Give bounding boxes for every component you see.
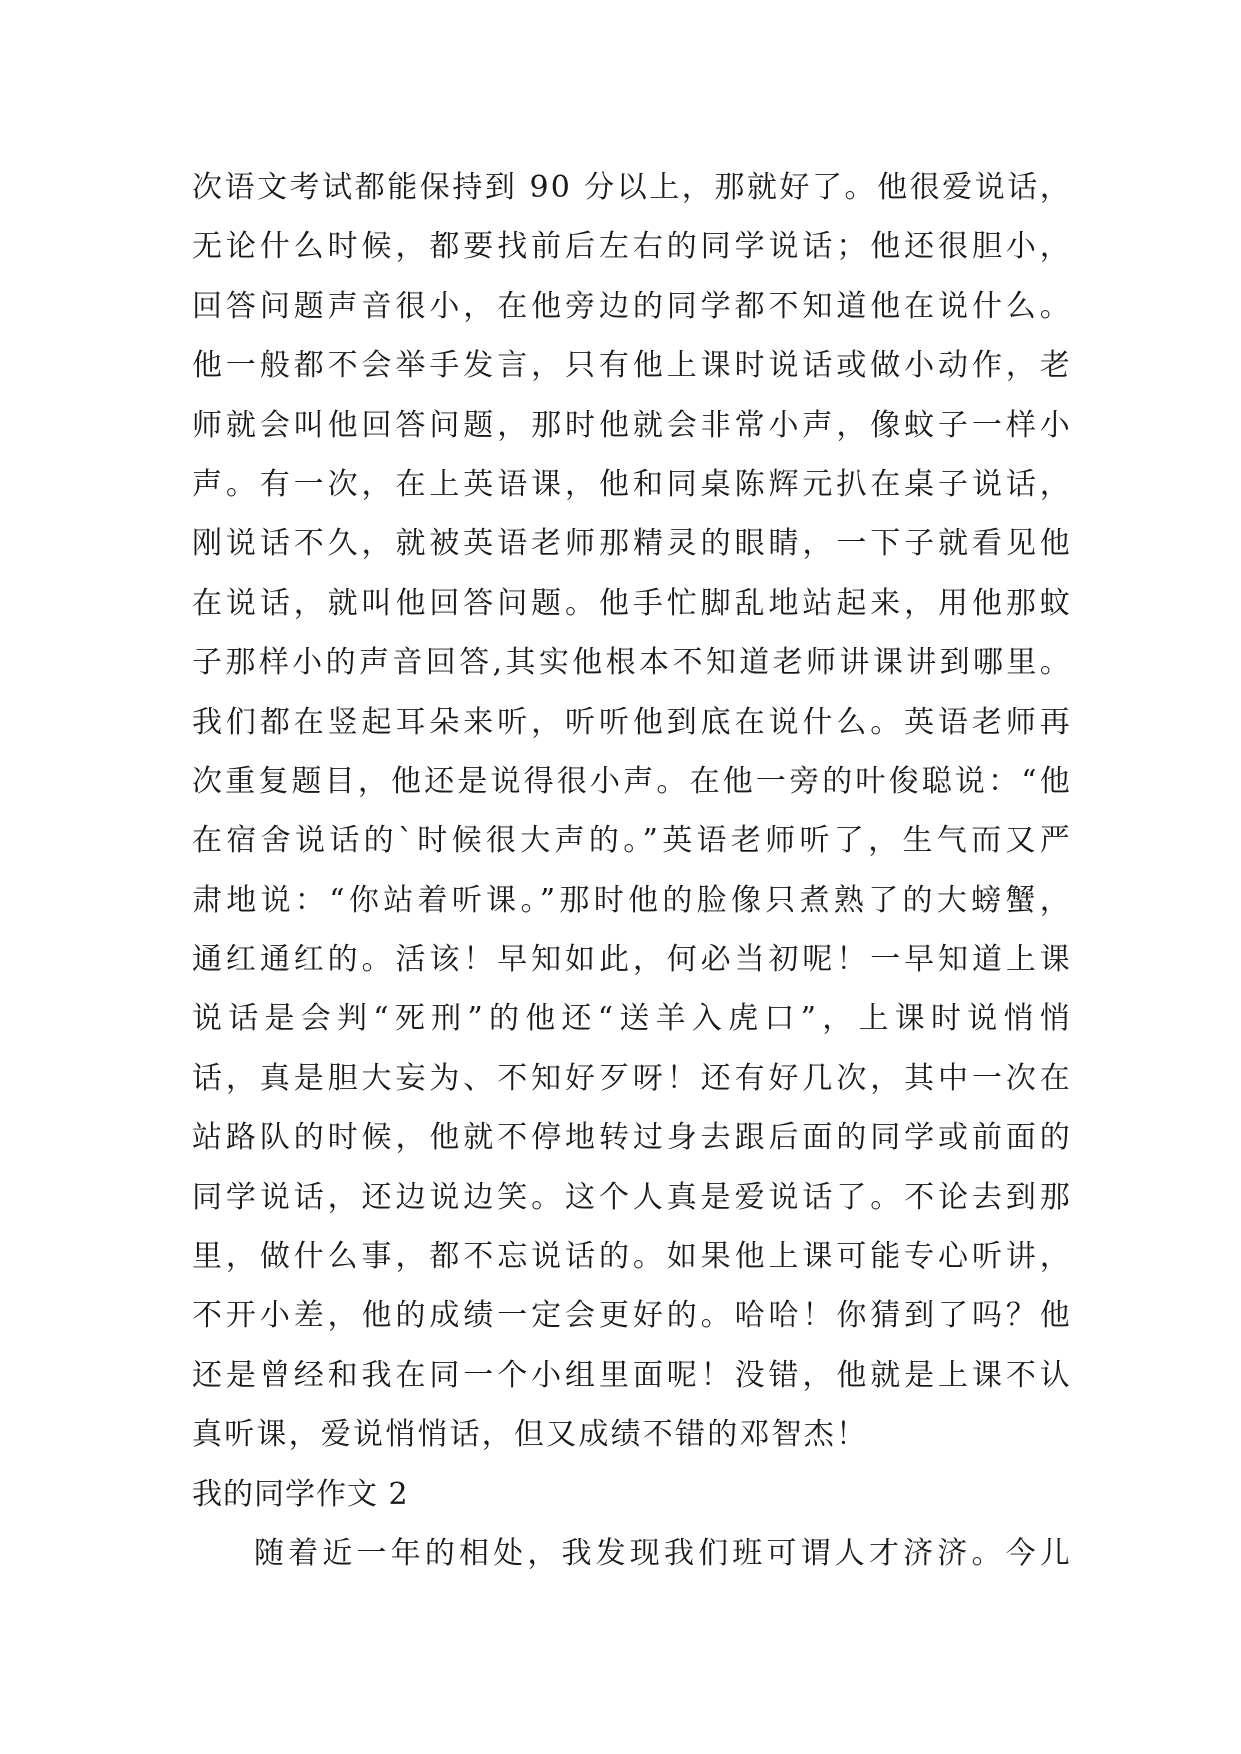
- text-line: 子那样小的声音回答,其实他根本不知道老师讲课讲到哪里。: [192, 645, 1072, 681]
- text-line: 同学说话，还边说边笑。这个人真是爱说话了。不论去到那: [192, 1179, 1072, 1215]
- section-heading: 我的同学作文 2: [192, 1476, 409, 1512]
- text-line: 说话是会判“死刑”的他还“送羊入虎口”，上课时说悄悄: [192, 1001, 1072, 1037]
- text-line-last: 真听课，爱说悄悄话，但又成绩不错的邓智杰！: [192, 1417, 869, 1453]
- text-line: 刚说话不久，就被英语老师那精灵的眼睛，一下子就看见他: [192, 526, 1072, 562]
- text-line: 话，真是胆大妄为、不知好歹呀！还有好几次，其中一次在: [192, 1060, 1072, 1096]
- paragraph-first-line: 随着近一年的相处，我发现我们班可谓人才济济。今儿: [254, 1535, 1072, 1571]
- text-line: 还是曾经和我在同一个小组里面呢！没错，他就是上课不认: [192, 1357, 1072, 1393]
- essay-body: [192, 158, 1072, 1583]
- text-line: 次语文考试都能保持到 90 分以上，那就好了。他很爱说话，: [192, 170, 1072, 205]
- text-line: 在说话，就叫他回答问题。他手忙脚乱地站起来，用他那蚊: [192, 585, 1072, 621]
- text-line: 里，做什么事，都不忘说话的。如果他上课可能专心听讲，: [192, 1239, 1072, 1275]
- text-line: 不开小差，他的成绩一定会更好的。哈哈！你猜到了吗？他: [192, 1298, 1072, 1334]
- text-line: 我们都在竖起耳朵来听，听听他到底在说什么。英语老师再: [192, 704, 1072, 740]
- text-line: 通红通红的。活该！早知如此，何必当初呢！一早知道上课: [192, 942, 1072, 978]
- text-line: 在宿舍说话的`时候很大声的。”英语老师听了，生气而又严: [192, 823, 1072, 859]
- text-line: 回答问题声音很小，在他旁边的同学都不知道他在说什么。: [192, 288, 1072, 324]
- text-line: 站路队的时候，他就不停地转过身去跟后面的同学或前面的: [192, 1120, 1072, 1156]
- text-line: 次重复题目，他还是说得很小声。在他一旁的叶俊聪说：“他: [192, 763, 1072, 799]
- text-line: 无论什么时候，都要找前后左右的同学说话；他还很胆小，: [192, 229, 1072, 265]
- text-line: 师就会叫他回答问题，那时他就会非常小声，像蚊子一样小: [192, 407, 1072, 443]
- text-line: 肃地说：“你站着听课。”那时他的脸像只煮熟了的大螃蟹，: [192, 882, 1072, 918]
- text-line: 声。有一次，在上英语课，他和同桌陈辉元扒在桌子说话，: [192, 466, 1072, 502]
- text-line: 他一般都不会举手发言，只有他上课时说话或做小动作，老: [192, 348, 1072, 384]
